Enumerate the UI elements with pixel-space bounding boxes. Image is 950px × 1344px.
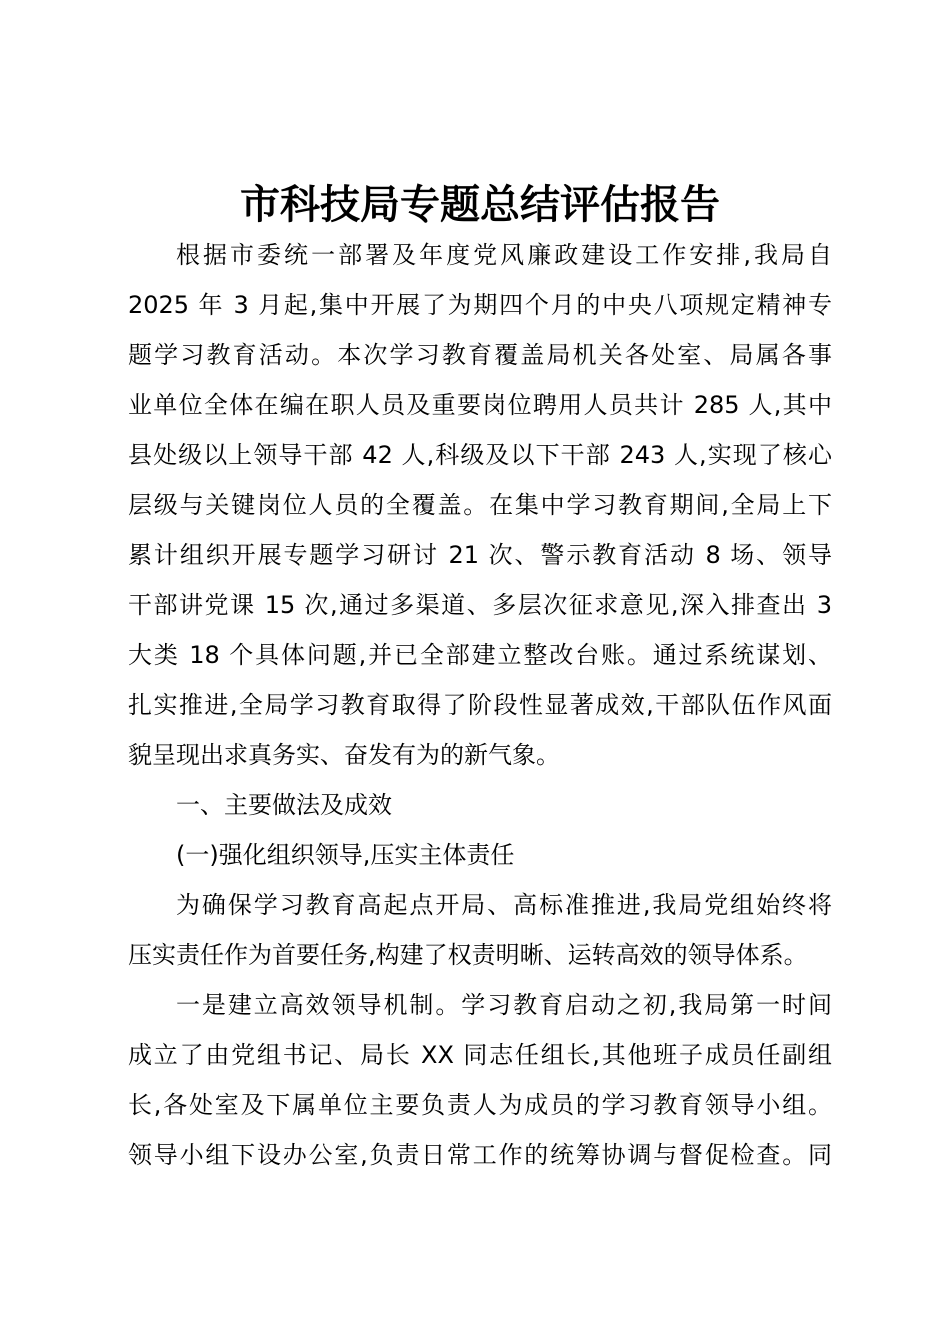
paragraph: [128, 780, 832, 830]
paragraph: [128, 880, 832, 980]
text-line: 大类 18 个具体问题,并已全部建立整改台账。通过系统谋划、: [128, 641, 832, 669]
text-line: 长,各处室及下属单位主要负责人为成员的学习教育领导小组。: [128, 1091, 832, 1119]
text-line: 领导小组下设办公室,负责日常工作的统筹协调与督促检查。同: [128, 1141, 832, 1169]
text-line: 2025 年 3 月起,集中开展了为期四个月的中央八项规定精神专: [128, 291, 832, 319]
text-line: 成立了由党组书记、局长 XX 同志任组长,其他班子成员任副组: [128, 1041, 832, 1069]
text-line: 业单位全体在编在职人员及重要岗位聘用人员共计 285 人,其中: [128, 391, 832, 419]
text-line: 扎实推进,全局学习教育取得了阶段性显著成效,干部队伍作风面: [128, 691, 832, 719]
text-line: 根据市委统一部署及年度党风廉政建设工作安排,我局自: [176, 241, 832, 269]
document-title: 市科技局专题总结评估报告: [240, 181, 720, 228]
text-line: 累计组织开展专题学习研讨 21 次、警示教育活动 8 场、领导: [128, 541, 832, 569]
text-line: (一)强化组织领导,压实主体责任: [176, 841, 515, 869]
text-line: 一是建立高效领导机制。学习教育启动之初,我局第一时间: [176, 991, 832, 1019]
text-line: 层级与关键岗位人员的全覆盖。在集中学习教育期间,全局上下: [128, 491, 832, 519]
paragraph: [128, 980, 832, 1180]
text-line: 为确保学习教育高起点开局、高标准推进,我局党组始终将: [176, 891, 832, 919]
text-line: 干部讲党课 15 次,通过多渠道、多层次征求意见,深入排查出 3: [128, 591, 832, 619]
text-line: 一、主要做法及成效: [176, 791, 392, 819]
text-line: 压实责任作为首要任务,构建了权责明晰、运转高效的领导体系。: [128, 941, 808, 969]
paragraph: [128, 230, 832, 780]
text-line: 貌呈现出求真务实、奋发有为的新气象。: [128, 741, 560, 769]
document-body: [128, 230, 832, 1180]
text-line: 县处级以上领导干部 42 人,科级及以下干部 243 人,实现了核心: [128, 441, 832, 469]
text-line: 题学习教育活动。本次学习教育覆盖局机关各处室、局属各事: [128, 341, 832, 369]
paragraph: [128, 830, 832, 880]
